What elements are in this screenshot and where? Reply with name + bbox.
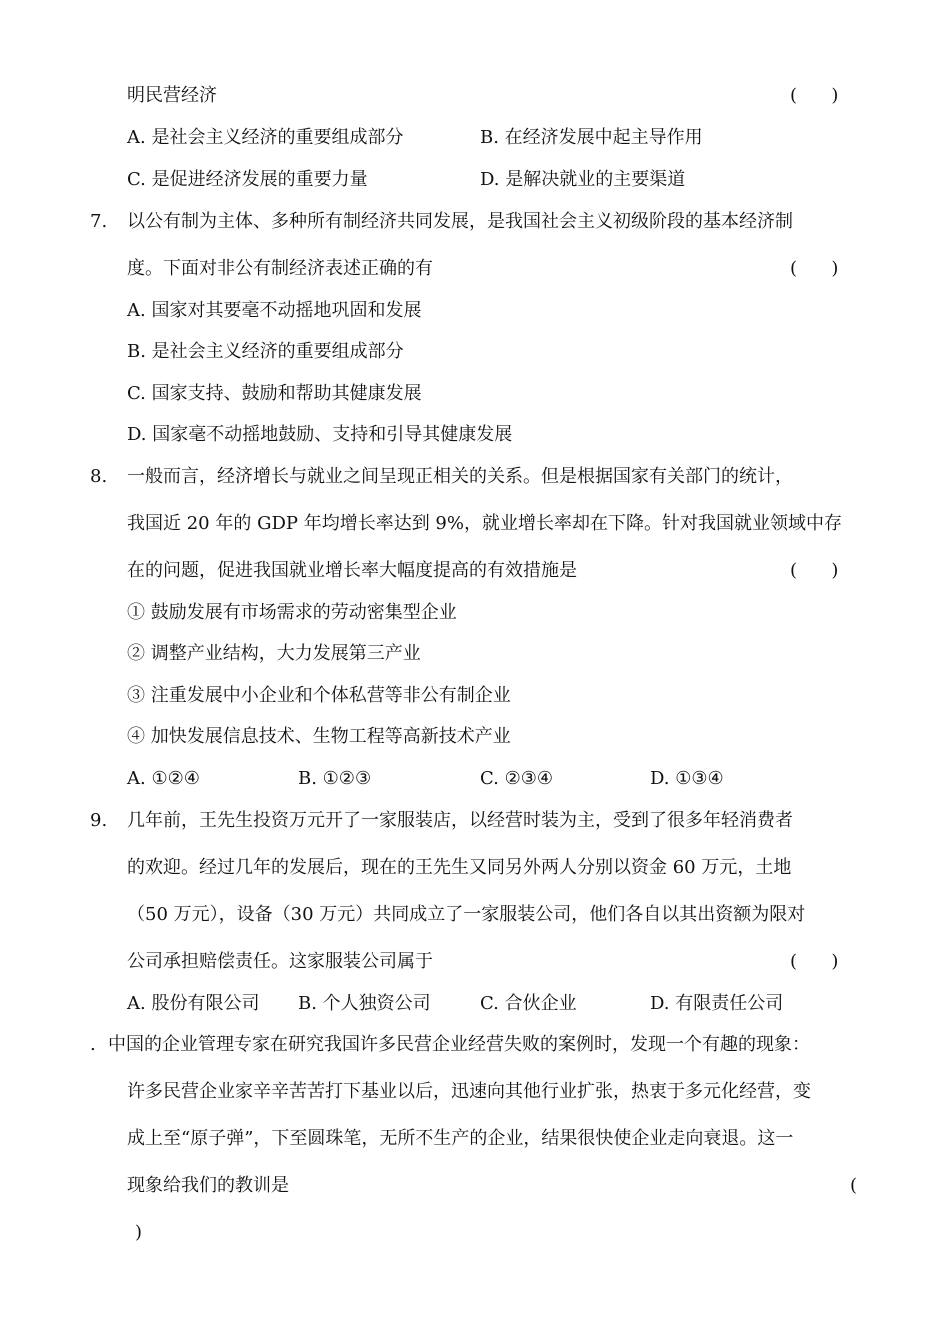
q8-stem-line-2: 我国近 20 年的 GDP 年均增长率达到 9%，就业增长率却在下降。针对我国就业领域中存: [127, 513, 842, 534]
q8-item-2: ② 调整产业结构，大力发展第三产业: [127, 643, 421, 664]
q9-stem-line-2: 的欢迎。经过几年的发展后，现在的王先生又同另外两人分别以资金 60 万元，土地: [127, 857, 792, 878]
q8-option-d: D. ①③④: [650, 768, 724, 789]
q10-answer-paren-open: (: [850, 1175, 858, 1196]
q8-option-a: A. ①②④: [127, 768, 200, 789]
q9-stem-line-4: 公司承担赔偿责任。这家服装公司属于: [127, 951, 433, 972]
q9-stem-line-3: （50 万元），设备（30 万元）共同成立了一家服装公司，他们各自以其出资额为限对: [127, 904, 806, 925]
q10-stem-line-4: 现象给我们的教训是: [127, 1175, 289, 1196]
q7-option-d: D. 国家毫不动摇地鼓励、支持和引导其健康发展: [127, 424, 513, 445]
q8-item-4: ④ 加快发展信息技术、生物工程等高新技术产业: [127, 726, 511, 747]
q8-option-c: C. ②③④: [480, 768, 553, 789]
q6-option-d: D. 是解决就业的主要渠道: [480, 169, 686, 190]
q8-item-3: ③ 注重发展中小企业和个体私营等非公有制企业: [127, 685, 511, 706]
q9-option-d: D. 有限责任公司: [650, 993, 784, 1014]
q7-option-a: A. 国家对其要毫不动摇地巩固和发展: [127, 300, 422, 321]
q7-stem-line-1: 以公有制为主体、多种所有制经济共同发展，是我国社会主义初级阶段的基本经济制: [127, 211, 793, 232]
q8-item-1: ① 鼓励发展有市场需求的劳动密集型企业: [127, 602, 457, 623]
q8-number: 8.: [90, 466, 108, 487]
q8-stem-line-1: 一般而言，经济增长与就业之间呈现正相关的关系。但是根据国家有关部门的统计，: [127, 466, 793, 487]
q7-stem-line-2: 度。下面对非公有制经济表述正确的有: [127, 258, 433, 279]
q8-answer-paren: ( ): [790, 560, 839, 581]
q6-answer-paren: ( ): [790, 85, 839, 106]
q9-number: 9.: [90, 810, 108, 831]
q10-answer-paren-close: ): [135, 1222, 143, 1243]
q8-stem-line-3: 在的问题，促进我国就业增长率大幅度提高的有效措施是: [127, 560, 577, 581]
q6-option-a: A. 是社会主义经济的重要组成部分: [127, 127, 404, 148]
q7-answer-paren: ( ): [790, 258, 839, 279]
q9-answer-paren: ( ): [790, 951, 839, 972]
q7-option-c: C. 国家支持、鼓励和帮助其健康发展: [127, 383, 422, 404]
q10-stem-line-3: 成上至“原子弹”，下至圆珠笔，无所不生产的企业，结果很快使企业走向衰退。这一: [127, 1128, 794, 1149]
q7-number: 7.: [90, 211, 108, 232]
q9-option-b: B. 个人独资公司: [298, 993, 431, 1014]
q6-stem-tail: 明民营经济: [127, 85, 217, 106]
q7-option-b: B. 是社会主义经济的重要组成部分: [127, 341, 404, 362]
q10-stem-line-2: 许多民营企业家辛辛苦苦打下基业以后，迅速向其他行业扩张，热衷于多元化经营，变: [127, 1081, 811, 1102]
q9-option-a: A. 股份有限公司: [127, 993, 260, 1014]
q9-option-c: C. 合伙企业: [480, 993, 577, 1014]
q8-option-b: B. ①②③: [298, 768, 372, 789]
q10-stem-line-1: 中国的企业管理专家在研究我国许多民营企业经营失败的案例时，发现一个有趣的现象：: [108, 1034, 810, 1055]
q6-option-b: B. 在经济发展中起主导作用: [480, 127, 703, 148]
q9-stem-line-1: 几年前，王先生投资万元开了一家服装店，以经营时装为主，受到了很多年轻消费者: [127, 810, 793, 831]
q6-option-c: C. 是促进经济发展的重要力量: [127, 169, 368, 190]
q10-number: .: [90, 1034, 96, 1055]
